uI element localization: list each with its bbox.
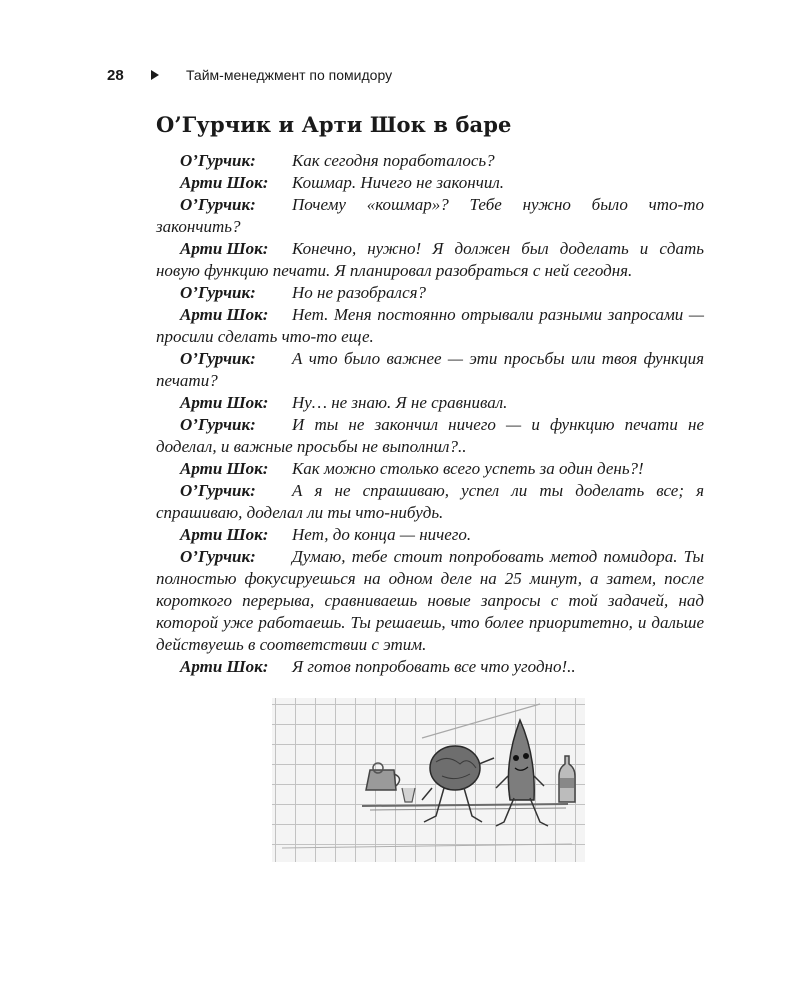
line-text: Ну… не знаю. Я не сравнивал. <box>292 393 508 412</box>
dialogue-line <box>156 524 704 546</box>
line-text: Конечно, нужно! Я должен был доделать и сдать новую функцию печати. Я планировал разобраться с ней сегодня. <box>156 239 704 280</box>
line-text: И ты не закончил ничего — и функцию печати не доделал, и важные просьбы не выполнил?.. <box>156 415 704 456</box>
speaker: О’Гурчик: <box>180 547 256 566</box>
speaker: Арти Шок: <box>180 393 269 412</box>
line-text: А я не спрашиваю, успел ли ты доделать все; я спрашиваю, доделал ли ты что-нибудь. <box>156 481 704 522</box>
page-number: 28 <box>107 66 124 84</box>
line-text: Нет, до конца — ничего. <box>292 525 472 544</box>
speaker: О’Гурчик: <box>180 349 256 368</box>
dialogue-line <box>156 172 704 194</box>
sketch-drawing <box>272 698 585 862</box>
dialogue-line <box>156 304 704 348</box>
dialogue-line <box>156 414 704 458</box>
dialogue-line <box>156 194 704 238</box>
speaker: Арти Шок: <box>180 239 269 258</box>
jug-icon <box>366 763 400 790</box>
speaker: Арти Шок: <box>180 305 269 324</box>
dialogue-line <box>156 458 704 480</box>
cucumber-character <box>496 720 548 826</box>
dialogue-line <box>156 656 704 678</box>
triangle-arrow-icon <box>151 70 159 80</box>
dialogue-line <box>156 282 704 304</box>
line-text: Но не разобрался? <box>292 283 427 302</box>
line-text: Как сегодня поработалось? <box>292 151 495 170</box>
dialogue-line <box>156 238 704 282</box>
running-head <box>107 64 392 86</box>
line-text: А что было важнее — эти просьбы или твоя функция печати? <box>156 349 704 390</box>
dialogue-line <box>156 480 704 524</box>
line-text: Нет. Меня постоянно отрывали разными запросами — просили сделать что-то еще. <box>156 305 704 346</box>
section-title: О’Гурчик и Арти Шок в баре <box>156 112 512 137</box>
bottle-icon <box>559 756 575 802</box>
speaker: Арти Шок: <box>180 173 269 192</box>
dialogue-line <box>156 546 704 656</box>
dialogue-line <box>156 150 704 172</box>
line-text: Я готов попробовать все что угодно!.. <box>292 657 576 676</box>
speaker: О’Гурчик: <box>180 283 256 302</box>
speaker: О’Гурчик: <box>180 415 256 434</box>
dialogue-line <box>156 348 704 392</box>
dialogue <box>156 150 704 678</box>
dialogue-line <box>156 392 704 414</box>
line-text: Кошмар. Ничего не закончил. <box>292 173 505 192</box>
speaker: О’Гурчик: <box>180 195 256 214</box>
tomato-character <box>422 746 494 822</box>
line-text: Как можно столько всего успеть за один день?! <box>292 459 644 478</box>
speaker: Арти Шок: <box>180 459 269 478</box>
line-text: Почему «кошмар»? Тебе нужно было что-то закончить? <box>156 195 704 236</box>
line-text: Думаю, тебе стоит попробовать метод помидора. Ты полностью фокусируешься на одном деле на 25 минут, а затем, после короткого перерыва, сравниваешь новые запросы с той задачей, над которой уже работаешь. Ты решаешь, что более приоритетно, и дальше действуешь в соответствии с этим. <box>156 547 704 654</box>
speaker: О’Гурчик: <box>180 151 256 170</box>
bar-sketch-illustration <box>272 698 585 862</box>
speaker: Арти Шок: <box>180 525 269 544</box>
running-title: Тайм-менеджмент по помидору <box>186 67 393 83</box>
speaker: О’Гурчик: <box>180 481 256 500</box>
speaker: Арти Шок: <box>180 657 269 676</box>
